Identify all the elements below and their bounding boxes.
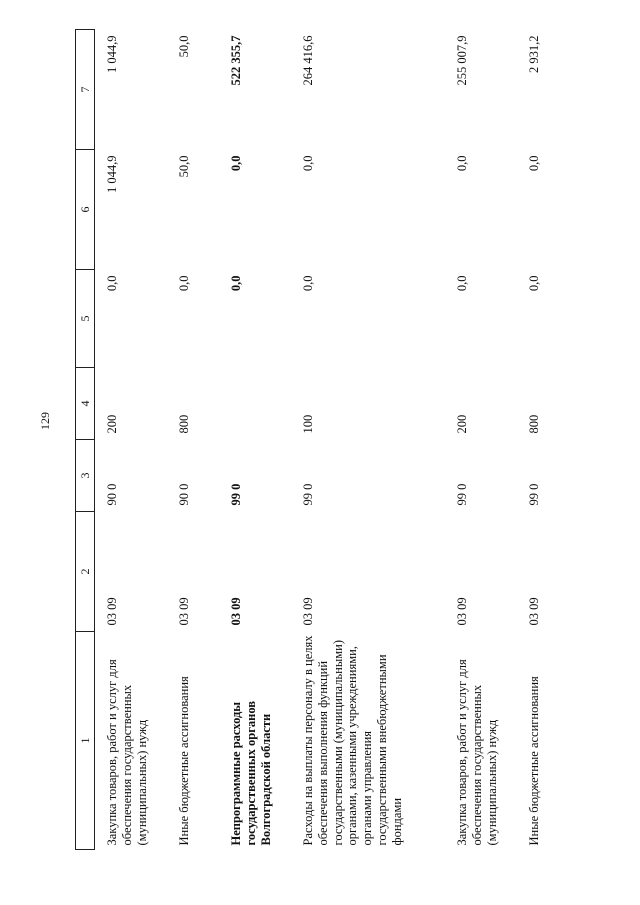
row-value-6: 0,0: [229, 155, 243, 172]
row-target-code: 99 0: [229, 483, 243, 506]
row-value-6: 0,0: [301, 155, 315, 172]
row-value-5: 0,0: [455, 275, 469, 292]
row-target-code: 99 0: [301, 483, 315, 506]
row-name: Иные бюджетные ассигнования: [527, 676, 541, 846]
page-number: 129: [38, 412, 52, 430]
table-row: [517, 30, 561, 850]
row-value-7: 522 355,7: [229, 35, 243, 86]
row-value-6: 0,0: [527, 155, 541, 172]
budget-table-container: [75, 30, 575, 850]
row-name: Непрограммные расходы государственных органов Волгоградской области: [229, 700, 273, 846]
table-row: [167, 30, 219, 850]
row-section-code: 03 09: [527, 597, 541, 626]
row-value-5: 0,0: [105, 275, 119, 292]
table-row: [445, 30, 517, 850]
row-name: Закупка товаров, работ и услуг для обеспечения государственных (муниципальных) нужд: [455, 659, 499, 846]
header-col-7: 7: [76, 30, 95, 150]
row-value-5: 0,0: [527, 275, 541, 292]
table-header: [76, 30, 95, 850]
table-row: [95, 30, 168, 850]
row-target-code: 90 0: [177, 483, 191, 506]
row-section-code: 03 09: [301, 597, 315, 626]
row-expense-type: 200: [105, 414, 119, 434]
row-value-5: 0,0: [301, 275, 315, 292]
row-expense-type: 200: [455, 414, 469, 434]
row-value-6: 0,0: [455, 155, 469, 172]
row-target-code: 90 0: [105, 483, 119, 506]
row-value-7: 2 931,2: [527, 35, 541, 73]
row-value-7: 264 416,6: [301, 35, 315, 86]
row-value-6: 50,0: [177, 155, 191, 178]
row-name: Иные бюджетные ассигнования: [177, 676, 191, 846]
row-expense-type: 800: [527, 414, 541, 434]
row-value-5: 0,0: [229, 275, 243, 292]
row-value-7: 50,0: [177, 35, 191, 58]
table-row: [291, 30, 445, 850]
table-row: [219, 30, 291, 850]
row-name: Расходы на выплаты персоналу в целях обеспечения выполнения функций государственными (муниципальными) органами, казенными учреждениями, органами управления государственными внебюджетными фондами: [301, 635, 404, 846]
row-expense-type: [219, 368, 291, 440]
row-value-7: 1 044,9: [105, 35, 119, 73]
header-col-1: 1: [76, 632, 95, 850]
row-value-7: 255 007,9: [455, 35, 469, 86]
row-target-code: 99 0: [455, 483, 469, 506]
budget-table: [75, 29, 561, 850]
header-col-5: 5: [76, 270, 95, 368]
row-expense-type: 800: [177, 414, 191, 434]
row-section-code: 03 09: [105, 597, 119, 626]
row-name: Закупка товаров, работ и услуг для обеспечения государственных (муниципальных) нужд: [105, 659, 149, 846]
header-col-4: 4: [76, 368, 95, 440]
row-expense-type: 100: [301, 414, 315, 434]
row-value-6: 1 044,9: [105, 155, 119, 193]
row-section-code: 03 09: [177, 597, 191, 626]
row-value-5: 0,0: [177, 275, 191, 292]
header-col-6: 6: [76, 150, 95, 270]
header-col-2: 2: [76, 512, 95, 632]
header-col-3: 3: [76, 440, 95, 512]
row-section-code: 03 09: [455, 597, 469, 626]
row-section-code: 03 09: [229, 597, 243, 626]
row-target-code: 99 0: [527, 483, 541, 506]
